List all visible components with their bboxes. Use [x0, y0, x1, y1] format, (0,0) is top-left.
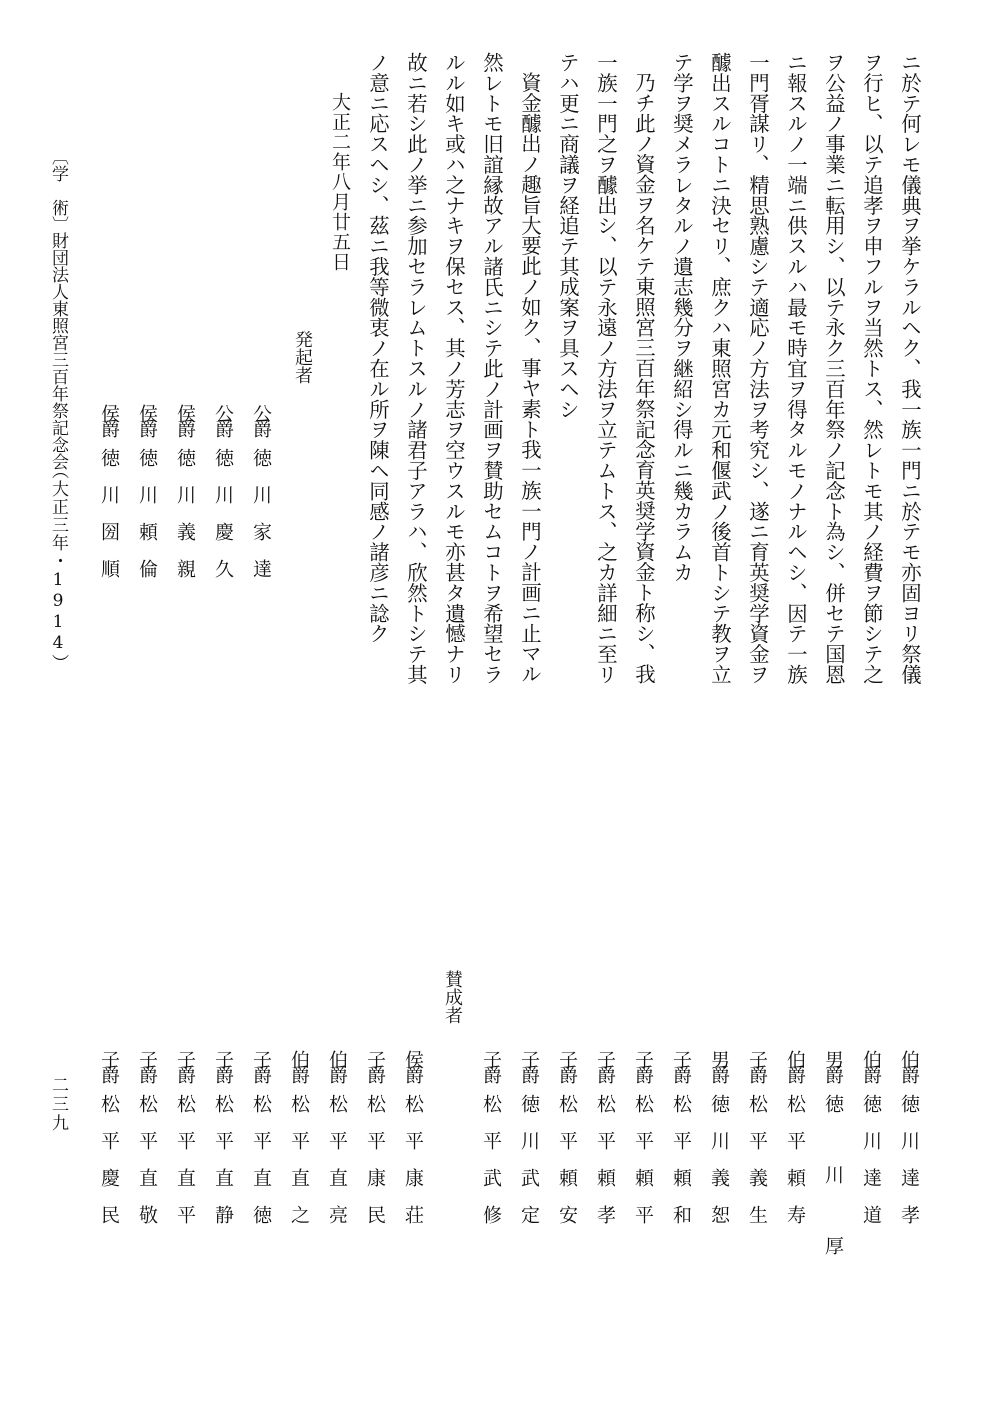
document-date: 大正二年八月廿五日	[329, 92, 351, 272]
supporter-name: 松平直之	[288, 1094, 310, 1242]
supporter-rank: 子爵	[98, 1050, 120, 1080]
supporter-name: 松平義生	[746, 1094, 768, 1242]
supporter-name: 徳川武定	[518, 1094, 540, 1242]
supporter-entry	[481, 1050, 500, 1242]
supporter-name: 松平武修	[480, 1094, 502, 1242]
supporter-rank: 子爵	[556, 1050, 578, 1080]
promoter-rank: 侯爵	[174, 404, 196, 434]
body-line: ルル如キ或ハ之ナキヲ保セス、其ノ芳志ヲ空ウスルモ亦甚タ遺憾ナリ	[442, 52, 466, 685]
supporter-name: 松平康民	[364, 1094, 386, 1242]
promoter-entry	[213, 404, 232, 596]
supporter-name: 徳川義恕	[708, 1094, 730, 1242]
supporter-rank: 子爵	[670, 1050, 692, 1080]
body-line: ヲ行ヒ、以テ追孝ヲ申フルヲ当然トス、然レトモ其ノ経費ヲ節シテ之	[860, 52, 884, 685]
body-line: 然レトモ旧誼縁故アル諸氏ニシテ此ノ計画ヲ賛助セムコトヲ希望セラ	[480, 52, 504, 685]
supporter-name: 松平康荘	[402, 1094, 424, 1242]
body-line: ヲ公益ノ事業ニ転用シ、以テ永ク三百年祭ノ記念ト為シ、併セテ国恩	[822, 52, 846, 685]
supporter-entry	[403, 1050, 422, 1242]
supporter-entry	[823, 1050, 842, 1307]
supporter-name: 松平頼安	[556, 1094, 578, 1242]
body-line: ニ於テ何レモ儀典ヲ挙ケラルヘク、我一族一門ニ於テモ亦固ヨリ祭儀	[898, 52, 922, 685]
supporter-entry	[519, 1050, 538, 1242]
promoter-rank: 侯爵	[136, 404, 158, 434]
body-line: 故ニ若シ此ノ挙ニ参加セラレムトスルノ諸君子アラハ、欣然トシテ其	[404, 52, 428, 685]
promoter-name: 徳川圀順	[98, 448, 120, 596]
supporter-name: 松平直静	[212, 1094, 234, 1242]
supporter-rank: 伯爵	[898, 1050, 920, 1080]
promoter-entry	[251, 404, 270, 596]
promoter-name: 徳川義親	[174, 448, 196, 596]
supporter-name: 徳川達道	[860, 1094, 882, 1242]
supporter-entry	[671, 1050, 690, 1242]
supporter-rank: 子爵	[250, 1050, 272, 1080]
supporter-rank: 子爵	[174, 1050, 196, 1080]
promoter-name: 徳川頼倫	[136, 448, 158, 596]
supporter-entry	[785, 1050, 804, 1242]
supporter-entry	[595, 1050, 614, 1242]
body-line: テハ更ニ商議ヲ経追テ其成案ヲ具スヘシ	[556, 52, 580, 420]
body-line: 乃チ此ノ資金ヲ名ケテ東照宮三百年祭記念育英奨学資金ト称シ、我	[632, 72, 656, 684]
supporter-rank: 子爵	[212, 1050, 234, 1080]
supporter-name: 松平直敬	[136, 1094, 158, 1242]
body-line: ニ報スルノ一端ニ供スルハ最モ時宜ヲ得タルモノナルヘシ、因テ一族	[784, 52, 808, 685]
promoters-label: 発起者	[292, 330, 313, 384]
body-line: テ学ヲ奨メラレタルノ遺志幾分ヲ継紹シ得ルニ幾カラムカ	[670, 52, 694, 583]
supporter-name: 松平頼寿	[784, 1094, 806, 1242]
supporter-name: 徳川厚	[822, 1094, 844, 1307]
body-line: ノ意ニ応スヘシ、茲ニ我等微衷ノ在ル所ヲ陳ヘ同感ノ諸彦ニ諗ク	[366, 52, 390, 644]
supporter-rank: 子爵	[518, 1050, 540, 1080]
supporter-name: 松平頼和	[670, 1094, 692, 1242]
supporter-rank: 男爵	[708, 1050, 730, 1080]
supporter-name: 松平直平	[174, 1094, 196, 1242]
supporter-rank: 子爵	[746, 1050, 768, 1080]
supporter-name: 徳川達孝	[898, 1094, 920, 1242]
body-line: 一門胥謀リ、精思熟慮シテ適応ノ方法ヲ考究シ、遂ニ育英奨学資金ヲ	[746, 52, 770, 685]
supporter-entry	[747, 1050, 766, 1242]
supporter-entry	[327, 1050, 346, 1242]
supporter-name: 松平直亮	[326, 1094, 348, 1242]
promoter-entry	[175, 404, 194, 596]
running-head-publication: 財団法人東照宮三百年祭記念会	[48, 232, 68, 470]
supporter-name: 松平直徳	[250, 1094, 272, 1242]
body-line: 資金醵出ノ趣旨大要此ノ如ク、事ヤ素ト我一族一門ノ計画ニ止マル	[518, 72, 542, 684]
supporter-entry	[557, 1050, 576, 1242]
body-line: 醵出スルコトニ決セリ、庶クハ東照宮カ元和偃武ノ後首トシテ教ヲ立	[708, 52, 732, 685]
promoter-name: 徳川慶久	[212, 448, 234, 596]
supporters-label: 賛成者	[442, 970, 463, 1024]
supporter-rank: 侯爵	[402, 1050, 424, 1080]
body-line: 一族一門之ヲ醵出シ、以テ永遠ノ方法ヲ立テムトス、之カ詳細ニ至リ	[594, 52, 618, 685]
supporter-entry	[709, 1050, 728, 1242]
supporter-rank: 伯爵	[784, 1050, 806, 1080]
promoter-name: 徳川家達	[250, 448, 272, 596]
page-number: 二三九	[48, 1076, 68, 1133]
supporter-entry	[137, 1050, 156, 1242]
supporter-name: 松平頼平	[632, 1094, 654, 1242]
supporter-entry	[289, 1050, 308, 1242]
supporter-rank: 子爵	[632, 1050, 654, 1080]
supporter-entry	[633, 1050, 652, 1242]
supporter-entry	[365, 1050, 384, 1242]
supporter-rank: 子爵	[480, 1050, 502, 1080]
promoter-rank: 公爵	[212, 404, 234, 434]
supporter-rank: 男爵	[822, 1050, 844, 1080]
supporter-entry	[175, 1050, 194, 1242]
supporter-rank: 子爵	[364, 1050, 386, 1080]
supporter-rank: 伯爵	[288, 1050, 310, 1080]
running-head-year: （大正三年・1914）	[48, 462, 68, 672]
supporter-entry	[251, 1050, 270, 1242]
running-head-section: 〔学 術〕	[48, 148, 68, 233]
supporter-name: 松平慶民	[98, 1094, 120, 1242]
promoter-entry	[137, 404, 156, 596]
supporter-rank: 子爵	[594, 1050, 616, 1080]
promoter-rank: 公爵	[250, 404, 272, 434]
supporter-rank: 伯爵	[860, 1050, 882, 1080]
promoter-rank: 侯爵	[98, 404, 120, 434]
promoter-entry	[99, 404, 118, 596]
supporter-rank: 伯爵	[326, 1050, 348, 1080]
supporter-rank: 子爵	[136, 1050, 158, 1080]
supporter-entry	[899, 1050, 918, 1242]
supporter-entry	[861, 1050, 880, 1242]
supporter-name: 松平頼孝	[594, 1094, 616, 1242]
supporter-entry	[99, 1050, 118, 1242]
supporter-entry	[213, 1050, 232, 1242]
